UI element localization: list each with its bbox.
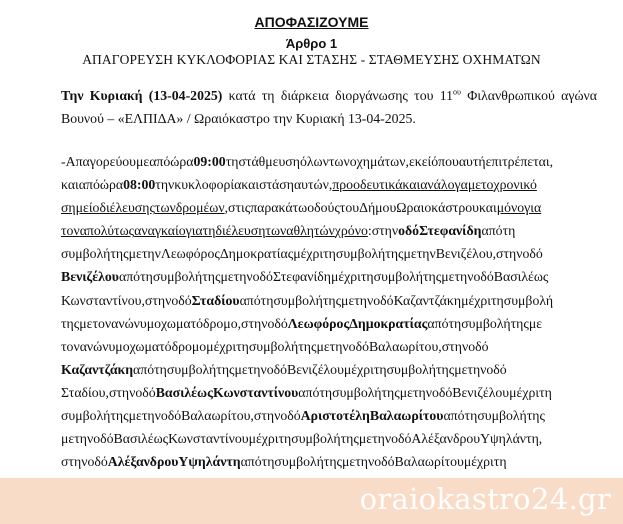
word: μέχρι (293, 246, 324, 262)
word: οδούς (307, 200, 340, 216)
body-line-12 (61, 404, 597, 427)
body-line-2 (61, 173, 597, 196)
word: Κωνσταντίνου, (61, 292, 145, 308)
word: Λεωφόρος (160, 246, 220, 262)
word: Βασιλέως (155, 384, 213, 400)
word: Βαλαωρίτου, (181, 408, 254, 424)
word: με (128, 408, 142, 424)
intro-line-1: Την Κυριακή (13-04-2025) κατά τη διάρκεια διοργάνωσης του $11^{o\upsilon}$ Φιλανθρωπικού αγώνα (61, 87, 598, 103)
word: χρονικό (493, 177, 537, 193)
article-heading: Άρθρο 1 (285, 36, 338, 51)
word: μόνο (496, 200, 525, 216)
word: ανώνυμο (111, 315, 162, 331)
word: και (402, 177, 421, 193)
word: την (416, 246, 436, 262)
word: από (443, 408, 465, 424)
word: Βαλαωρίτου, (368, 338, 442, 354)
ordinal: $11^{o\upsilon}$ (439, 87, 461, 103)
word: με (128, 246, 142, 262)
word: Απαγορεύουμε (65, 154, 150, 169)
word: παρακάτω (250, 200, 308, 216)
word: 09:00 (193, 154, 226, 169)
word: όπου (431, 154, 459, 169)
word: - (61, 154, 66, 169)
word: χωματόδρομο (129, 338, 207, 354)
intro-paragraph (61, 84, 597, 130)
word: από (240, 454, 262, 470)
word: της (61, 315, 80, 331)
word: μέχρι (463, 454, 494, 470)
word: της (322, 292, 342, 308)
body-line-14 (61, 450, 597, 473)
word: στην (61, 454, 88, 470)
word: τη (225, 154, 239, 169)
word: της (202, 269, 221, 285)
word: οδό (348, 338, 369, 354)
word: την (329, 338, 349, 354)
word: την (372, 431, 392, 447)
word: τη (491, 292, 504, 308)
word: του (339, 200, 360, 216)
word: στάθμευση (238, 154, 300, 169)
word: τη (261, 454, 275, 470)
word: με (358, 431, 373, 447)
word: μέχρι (343, 361, 374, 377)
word: απολύτως (79, 223, 135, 239)
word: συμβολή (166, 361, 217, 377)
word: Βενιζέλου (452, 384, 510, 400)
word: με (342, 454, 356, 470)
body-line-13 (61, 427, 597, 450)
word: στις (228, 200, 251, 216)
word: Καζαντζάκη (61, 361, 134, 377)
word: οδό (160, 408, 182, 424)
word: οδό (267, 315, 288, 331)
word: με (528, 315, 543, 331)
word: χωματόδρομο, (161, 315, 242, 331)
word: συμβολή (291, 431, 341, 447)
word: και (478, 200, 497, 216)
word: μέχρι (461, 292, 491, 308)
word: μέχρι (330, 269, 361, 285)
word: ανώνυμο (79, 338, 130, 354)
word: συμβολή (274, 454, 324, 470)
word: της (216, 361, 235, 377)
word: στην (108, 384, 136, 400)
word: Αλέξανδρου (411, 431, 481, 447)
word: τη (360, 269, 374, 285)
word: την (141, 246, 161, 262)
word: οδό (398, 223, 420, 239)
word: στην (371, 223, 399, 239)
word: μέχρι (509, 384, 540, 400)
word: συμβολή (248, 338, 299, 354)
word: τη (154, 361, 167, 377)
word: οδό (431, 384, 453, 400)
word: από (149, 154, 171, 169)
word: οδό (468, 338, 489, 354)
word: οδό (486, 361, 507, 377)
word: από (118, 269, 141, 285)
word: της (381, 384, 400, 400)
word: Λεωφόρος (287, 315, 350, 331)
word: Σταδίου, (61, 384, 109, 400)
word: τη (260, 292, 274, 308)
word: Βενιζέλου, (435, 246, 497, 262)
word: την (467, 361, 487, 377)
word: όλων (299, 154, 329, 169)
word: τη (140, 269, 153, 285)
word: με (234, 361, 248, 377)
word: συμβολή (461, 315, 511, 331)
word: Στεφανίδη (419, 223, 482, 239)
word: τη (323, 246, 336, 262)
word: της (298, 338, 317, 354)
word: 08:00 (123, 177, 156, 193)
word: το (481, 177, 494, 193)
word: Ωραιοκάστρου (396, 200, 479, 216)
body-line-10 (61, 358, 597, 381)
word: συμβολή (61, 408, 111, 424)
word: από (133, 361, 155, 377)
word: οδό (252, 269, 273, 285)
word: Βαλαωρίτου (394, 454, 464, 470)
word: Στεφανίδη (272, 269, 331, 285)
body-line-11 (61, 381, 597, 404)
word: συμβολή (503, 292, 554, 308)
word: με (61, 431, 75, 447)
word: προοδευτικά (332, 177, 403, 193)
word: των (328, 154, 350, 169)
word: τη (448, 315, 462, 331)
word: με (341, 292, 355, 308)
word: οδό (374, 454, 395, 470)
word: τη (278, 431, 292, 447)
word: συμβολή (335, 246, 386, 262)
word: αναγκαίο (134, 223, 186, 239)
word: Αριστοτέλη (300, 408, 370, 424)
word: τον (61, 223, 80, 239)
word: στην (253, 408, 281, 424)
word: Αλέξανδρου (107, 454, 179, 470)
word: την (454, 269, 474, 285)
word: με (403, 246, 417, 262)
word: τη (236, 338, 249, 354)
word: με (316, 338, 330, 354)
word: την (141, 408, 161, 424)
word: από (239, 292, 261, 308)
word: χρόνο: (334, 223, 372, 239)
body-line-9 (61, 335, 597, 358)
word: της (110, 408, 129, 424)
word: την (247, 361, 267, 377)
word: ώρα (170, 154, 194, 169)
word: τη (464, 408, 478, 424)
word: την (155, 177, 175, 193)
body-line-6 (61, 265, 597, 288)
word: διέλευση (215, 223, 266, 239)
word: αυτή (458, 154, 486, 169)
word: των (265, 223, 287, 239)
word: διέλευσης (99, 200, 155, 216)
word: της (423, 269, 442, 285)
word: την (355, 454, 375, 470)
word: τη (373, 361, 387, 377)
word: Βασιλέως (113, 431, 169, 447)
word: οδό (87, 454, 108, 470)
word: συμβολή (273, 292, 323, 308)
site-watermark: oraiokastro24.gr (359, 482, 611, 516)
body-line-5 (61, 242, 597, 265)
word: της (323, 454, 343, 470)
word: στην (441, 338, 469, 354)
word: κυκλοφορία (174, 177, 242, 193)
word: και (61, 177, 79, 193)
word: οδό (266, 361, 288, 377)
word: τον (61, 338, 80, 354)
word: της (385, 246, 404, 262)
word: Κωνσταντίνου (212, 384, 299, 400)
word: Σταδίου (191, 292, 240, 308)
word: και (241, 177, 260, 193)
word: με (220, 269, 234, 285)
word: συμβολή (373, 269, 424, 285)
word: οδό (391, 431, 412, 447)
word: με (441, 269, 455, 285)
body-line-7 (61, 289, 597, 312)
word: στην (241, 315, 268, 331)
word: οδό (135, 384, 156, 400)
word: με (454, 361, 468, 377)
word: εκεί (408, 154, 432, 169)
word: Δημοκρατίας (219, 246, 294, 262)
body-line-4 (61, 219, 597, 242)
word: της (435, 361, 455, 377)
subject-heading: ΑΠΑΓΟΡΕΥΣΗ ΚΥΚΛΟΦΟΡΙΑΣ ΚΑΙ ΣΤΑΣΗΣ - ΣΤΑΘΜΕΥΣΗΣ ΟΧΗΜΑΤΩΝ (82, 52, 541, 67)
word: οδό (473, 269, 494, 285)
word: οχημάτων, (349, 154, 409, 169)
word: για (524, 200, 542, 216)
word: Βενιζέλου (61, 269, 119, 285)
word: την (412, 384, 432, 400)
body-paragraph (61, 150, 597, 496)
body-line-1 (61, 150, 597, 173)
word: των (154, 200, 176, 216)
word: την (354, 292, 374, 308)
word: οδό (171, 292, 192, 308)
word: συμβολή (332, 384, 382, 400)
word: από (78, 177, 100, 193)
word: Δήμου (359, 200, 397, 216)
word: μέχρι (248, 431, 279, 447)
word: συμβολή (477, 408, 527, 424)
word: τη (502, 223, 516, 239)
word: την (74, 431, 94, 447)
word: Καζαντζάκη (393, 292, 462, 308)
word: την (233, 269, 253, 285)
word: Υψηλάντη, (480, 431, 543, 447)
word: μέχρι (206, 338, 237, 354)
word: τη (202, 223, 216, 239)
word: Κωνσταντίνου (168, 431, 249, 447)
word: αυτών, (293, 177, 333, 193)
word: οδό (522, 246, 543, 262)
word: συμβολή (386, 361, 436, 377)
word: από (427, 315, 449, 331)
word: της (510, 315, 529, 331)
word: με (79, 315, 93, 331)
word: από (298, 384, 320, 400)
word: Βενιζέλου (287, 361, 344, 377)
word: της (526, 408, 545, 424)
word: ανάλογα (420, 177, 468, 193)
word: τον (92, 315, 112, 331)
word: από (481, 223, 503, 239)
word: Δημοκρατίας (349, 315, 428, 331)
word: σημείο (61, 200, 100, 216)
word: τη (539, 384, 552, 400)
word: στην (144, 292, 172, 308)
decision-heading: ΑΠΟΦΑΣΙΖΟΥΜΕ (254, 14, 369, 30)
word: με (467, 177, 482, 193)
word: Βασιλέως (493, 269, 549, 285)
word: συμβολή (152, 269, 203, 285)
word: της (340, 431, 359, 447)
word: τη (493, 454, 507, 470)
word: στην (496, 246, 523, 262)
word: αθλητών (286, 223, 335, 239)
word: της (110, 246, 129, 262)
word: οδό (280, 408, 301, 424)
body-line-8 (61, 312, 597, 335)
word: δρομέων, (175, 200, 229, 216)
word: επιτρέπεται, (485, 154, 554, 169)
word: στάση (259, 177, 294, 193)
word: τη (319, 384, 333, 400)
word: οδό (93, 431, 114, 447)
word: οδό (373, 292, 394, 308)
word: με (399, 384, 413, 400)
word: Βαλαωρίτου (369, 408, 444, 424)
body-line-3 (61, 196, 597, 219)
word: για (185, 223, 203, 239)
word: συμβολή (61, 246, 111, 262)
word: ώρα (99, 177, 124, 193)
intro-line-2: Βουνού – «ΕΛΠΙΔΑ» / Ωραιόκαστρο την Κυριακή 13-04-2025. (61, 111, 416, 126)
word: Υψηλάντη (178, 454, 241, 470)
